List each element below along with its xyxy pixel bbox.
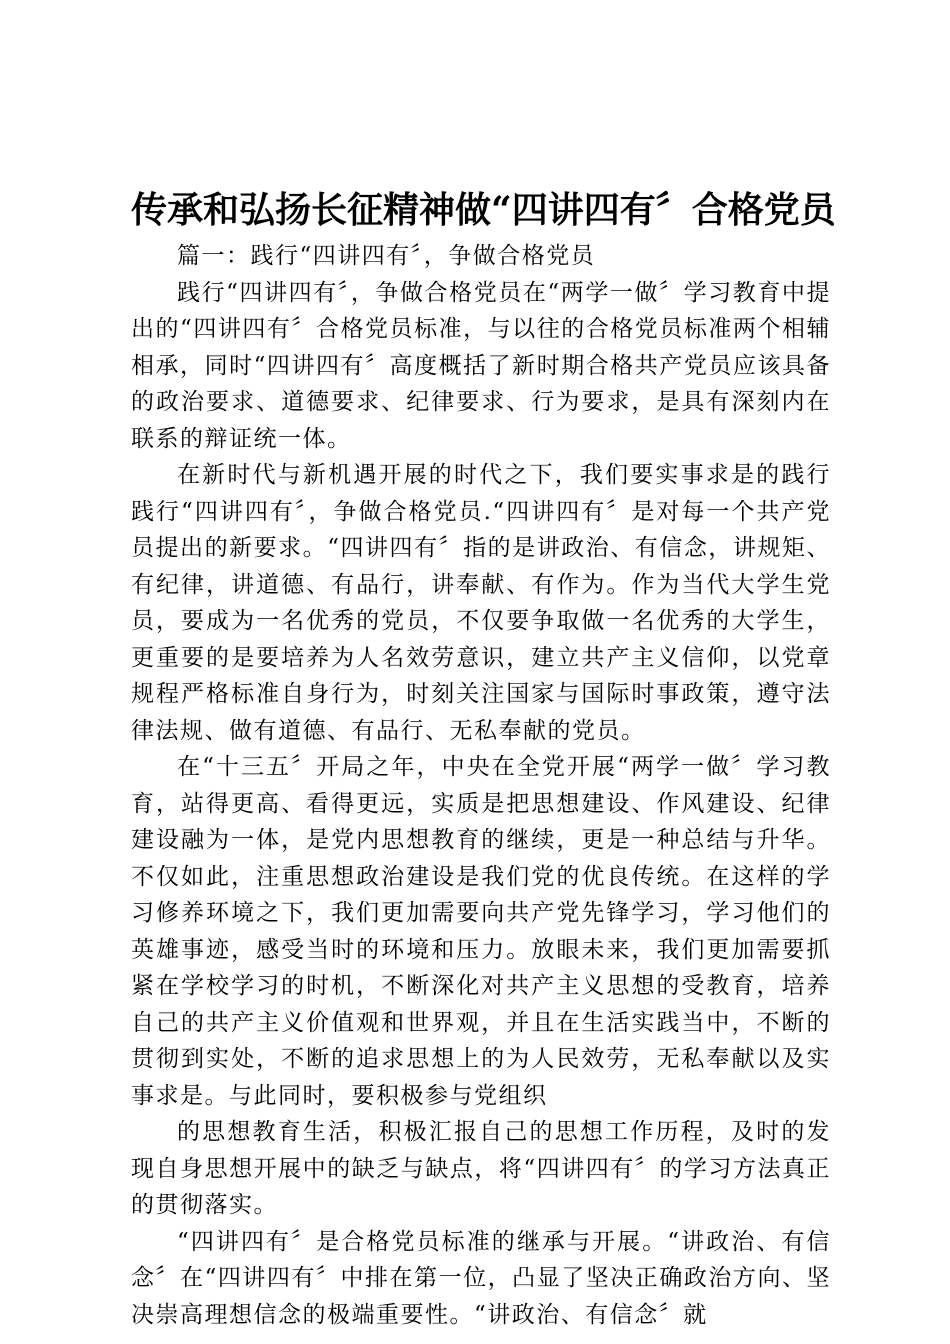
paragraph: 在新时代与新机遇开展的时代之下，我们要实事求是的践行践行“四讲四有〞，争做合格党员.“四讲四有〞是对每一个共产党员提出的新要求。“四讲四有〞指的是讲政治、有信念，讲规矩、有纪律，讲道德、有品行，讲奉献、有作为。作为当代大学生党员，要成为一名优秀的党员，不仅要争取做一名优秀的大学生，更重要的是要培养为人名效劳意识，建立共产主义信仰，以党章规程严格标准自身行为，时刻关注国家与国际时事政策，遵守法律法规、做有道德、有品行、无私奉献的党员。: [131, 462, 831, 744]
document-body: [131, 238, 831, 1333]
paragraph: “四讲四有〞是合格党员标准的继承与开展。“讲政治、有信念〞在“四讲四有〞中排在第一位，凸显了坚决正确政治方向、坚决崇高理想信念的极端重要性。“讲政治、有信念〞就: [131, 1228, 831, 1328]
paragraph: 践行“四讲四有〞，争做合格党员在“两学一做〞学习教育中提出的“四讲四有〞合格党员标准，与以往的合格党员标准两个相辅相承，同时“四讲四有〞高度概括了新时期合格共产党员应该具备的政治要求、道德要求、纪律要求、行为要求，是具有深刻内在联系的辩证统一体。: [131, 279, 831, 452]
section-heading: 篇一：践行“四讲四有〞，争做合格党员: [177, 243, 596, 269]
paragraph: 在“十三五〞开局之年，中央在全党开展“两学一做〞学习教育，站得更高、看得更远，实质是把思想建设、作风建设、纪律建设融为一体，是党内思想教育的继续，更是一种总结与升华。不仅如此，注重思想政治建设是我们党的优良传统。在这样的学习修养环境之下，我们更加需要向共产党先锋学习，学习他们的英雄事迹，感受当时的环境和压力。放眼未来，我们更加需要抓紧在学校学习的时机，不断深化对共产主义思想的受教育，培养自己的共产主义价值观和世界观，并且在生活实践当中，不断的贯彻到实处，不断的追求思想上的为人民效劳，无私奉献以及实事求是。与此同时，要积极参与党组织: [131, 754, 831, 1109]
paragraph: 的思想教育生活，积极汇报自己的思想工作历程，及时的发现自身思想开展中的缺乏与缺点，将“四讲四有〞的学习方法真正的贯彻落实。: [131, 1119, 831, 1218]
document-title: 传承和弘扬长征精神做“四讲四有〞合格党员: [131, 189, 836, 231]
